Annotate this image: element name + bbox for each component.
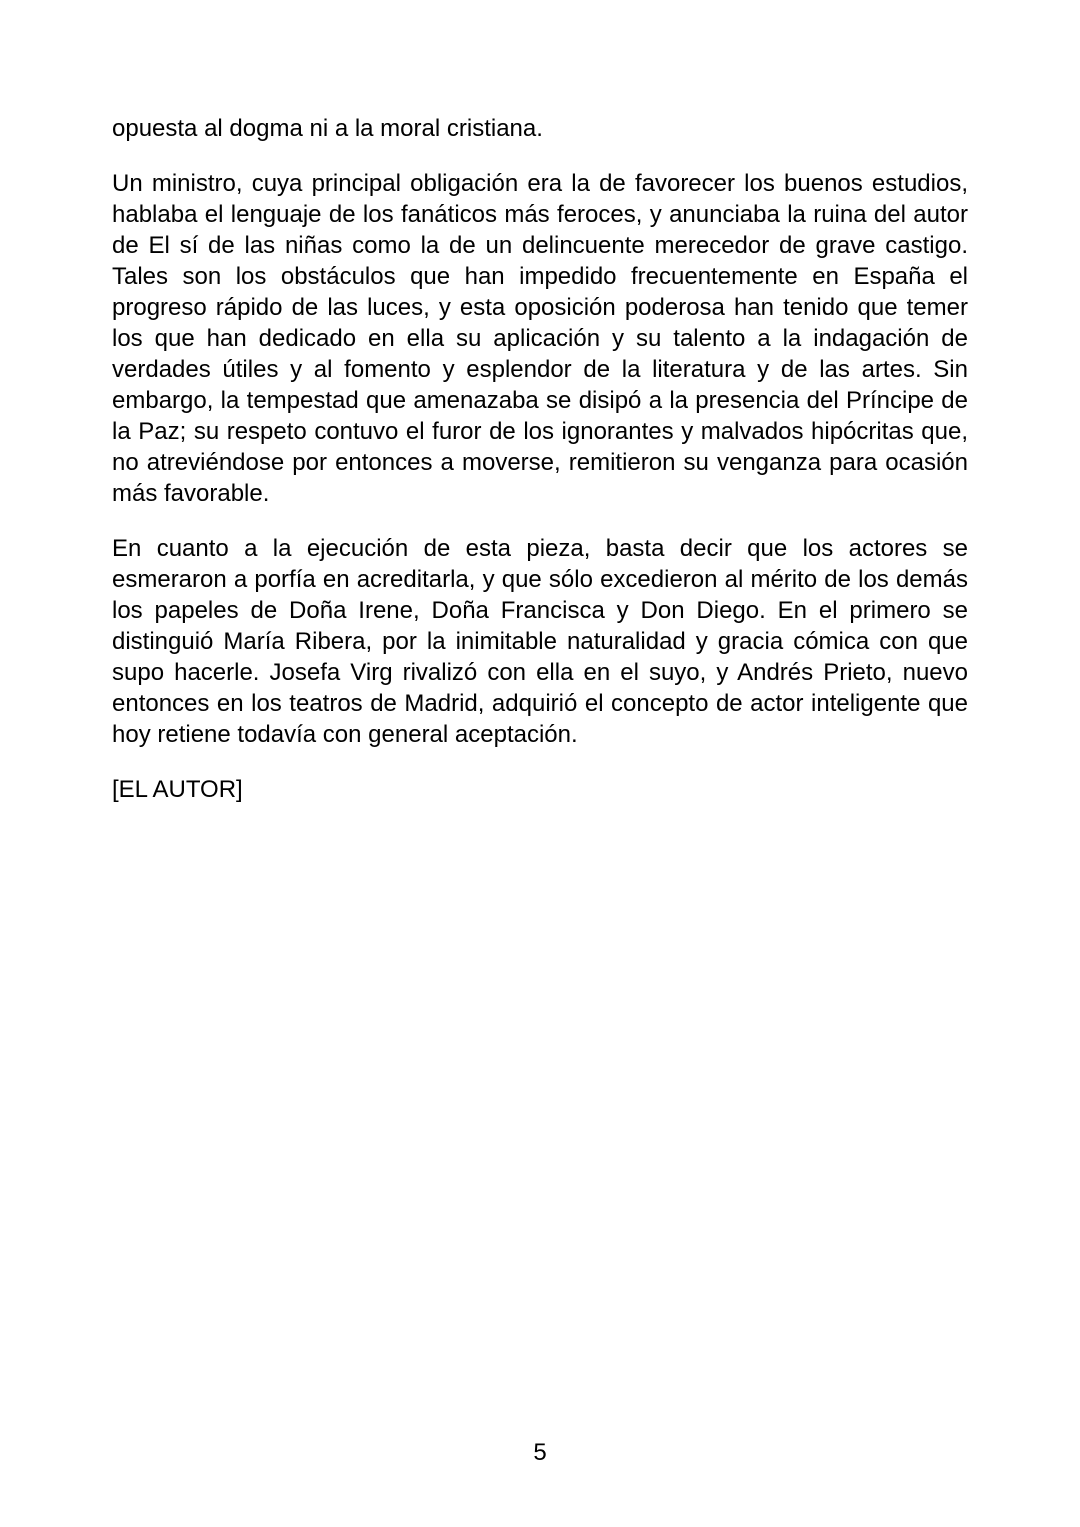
paragraph-ministro: Un ministro, cuya principal obligación era la de favorecer los buenos estudios, hablaba el lenguaje de los fanáticos más feroces, y anunciaba la ruina del autor de El sí de las niñas como la de un delincuente merecedor de grave castigo. Tales son los obstáculos que han impedido frecuentemente en España el progreso rápido de las luces, y esta oposición poderosa han tenido que temer los que han dedicado en ella su aplicación y su talento a la indagación de verdades útiles y al fomento y esplendor de la literatura y de las artes. Sin embargo, la tempestad que amenazaba se disipó a la presencia del Príncipe de la Paz; su respeto contuvo el furor de los ignorantes y malvados hipócritas que, no atreviéndose por entonces a moverse, remitieron su venganza para ocasión más favorable.	[112, 170, 968, 507]
paragraph-ejecucion: En cuanto a la ejecución de esta pieza, basta decir que los actores se esmeraron a porfía en acreditarla, y que sólo excedieron al mérito de los demás los papeles de Doña Irene, Doña Francisca y Don Diego. En el primero se distinguió María Ribera, por la inimitable naturalidad y gracia cómica con que supo hacerle. Josefa Virg rivalizó con ella en el suyo, y Andrés Prieto, nuevo entonces en los teatros de Madrid, adquirió el concepto de actor inteligente que hoy retiene todavía con general aceptación.	[112, 535, 968, 748]
paragraph-continuation: opuesta al dogma ni a la moral cristiana.	[112, 115, 543, 142]
author-signature: [EL AUTOR]	[112, 776, 243, 803]
page-body	[112, 113, 968, 805]
page-number: 5	[533, 1439, 547, 1466]
